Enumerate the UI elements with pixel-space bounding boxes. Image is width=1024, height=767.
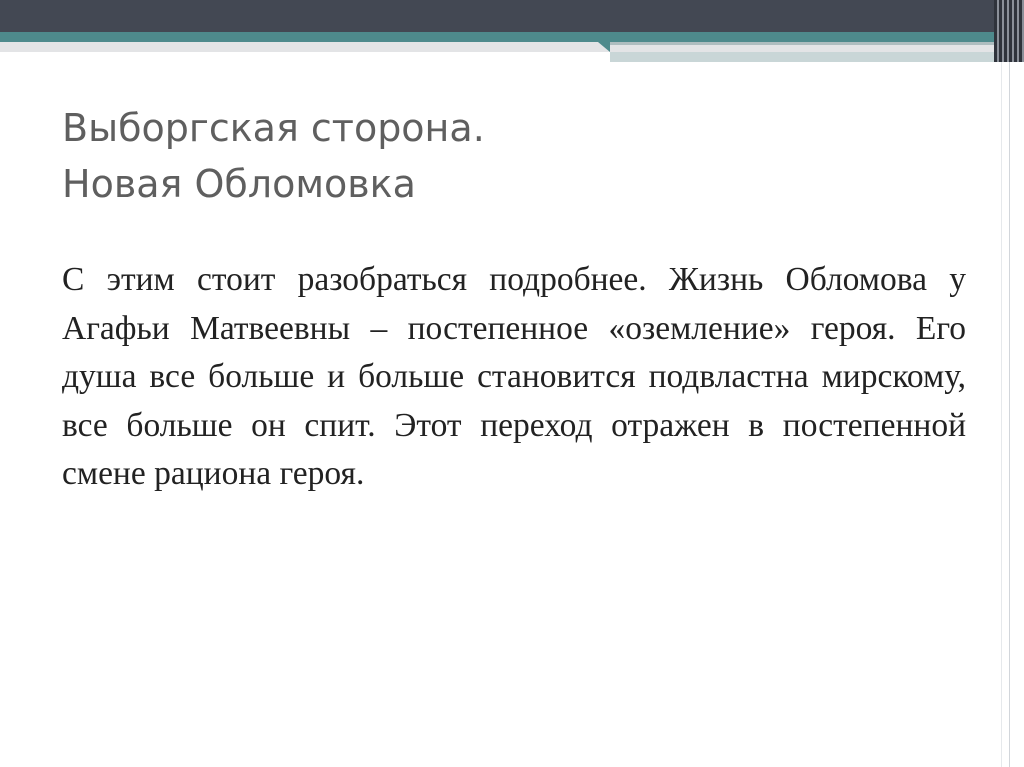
- slide-body-text: С этим стоит разобраться подробнее. Жизнь Обломова у Агафьи Матвеевны – постепенное «оземление» героя. Его душа все больше и больше становится подвластна мирскому, все больше он спит. Этот переход отражен в постепенной смене рациона героя.: [62, 261, 966, 492]
- right-border-line: [1009, 62, 1010, 767]
- slide-title-line-1: Выборгская сторона.: [62, 106, 485, 150]
- right-border-line-inner: [1001, 62, 1002, 767]
- header-stripes-decoration: [994, 0, 1024, 62]
- header-band-teal: [0, 32, 1024, 42]
- header-band-dark: [0, 0, 1024, 32]
- header-band-accent: [610, 42, 1024, 45]
- header-band-tail: [610, 52, 1024, 62]
- slide-title: [62, 100, 942, 212]
- header-notch: [598, 42, 610, 52]
- slide-title-line-2: Новая Обломовка: [62, 162, 416, 206]
